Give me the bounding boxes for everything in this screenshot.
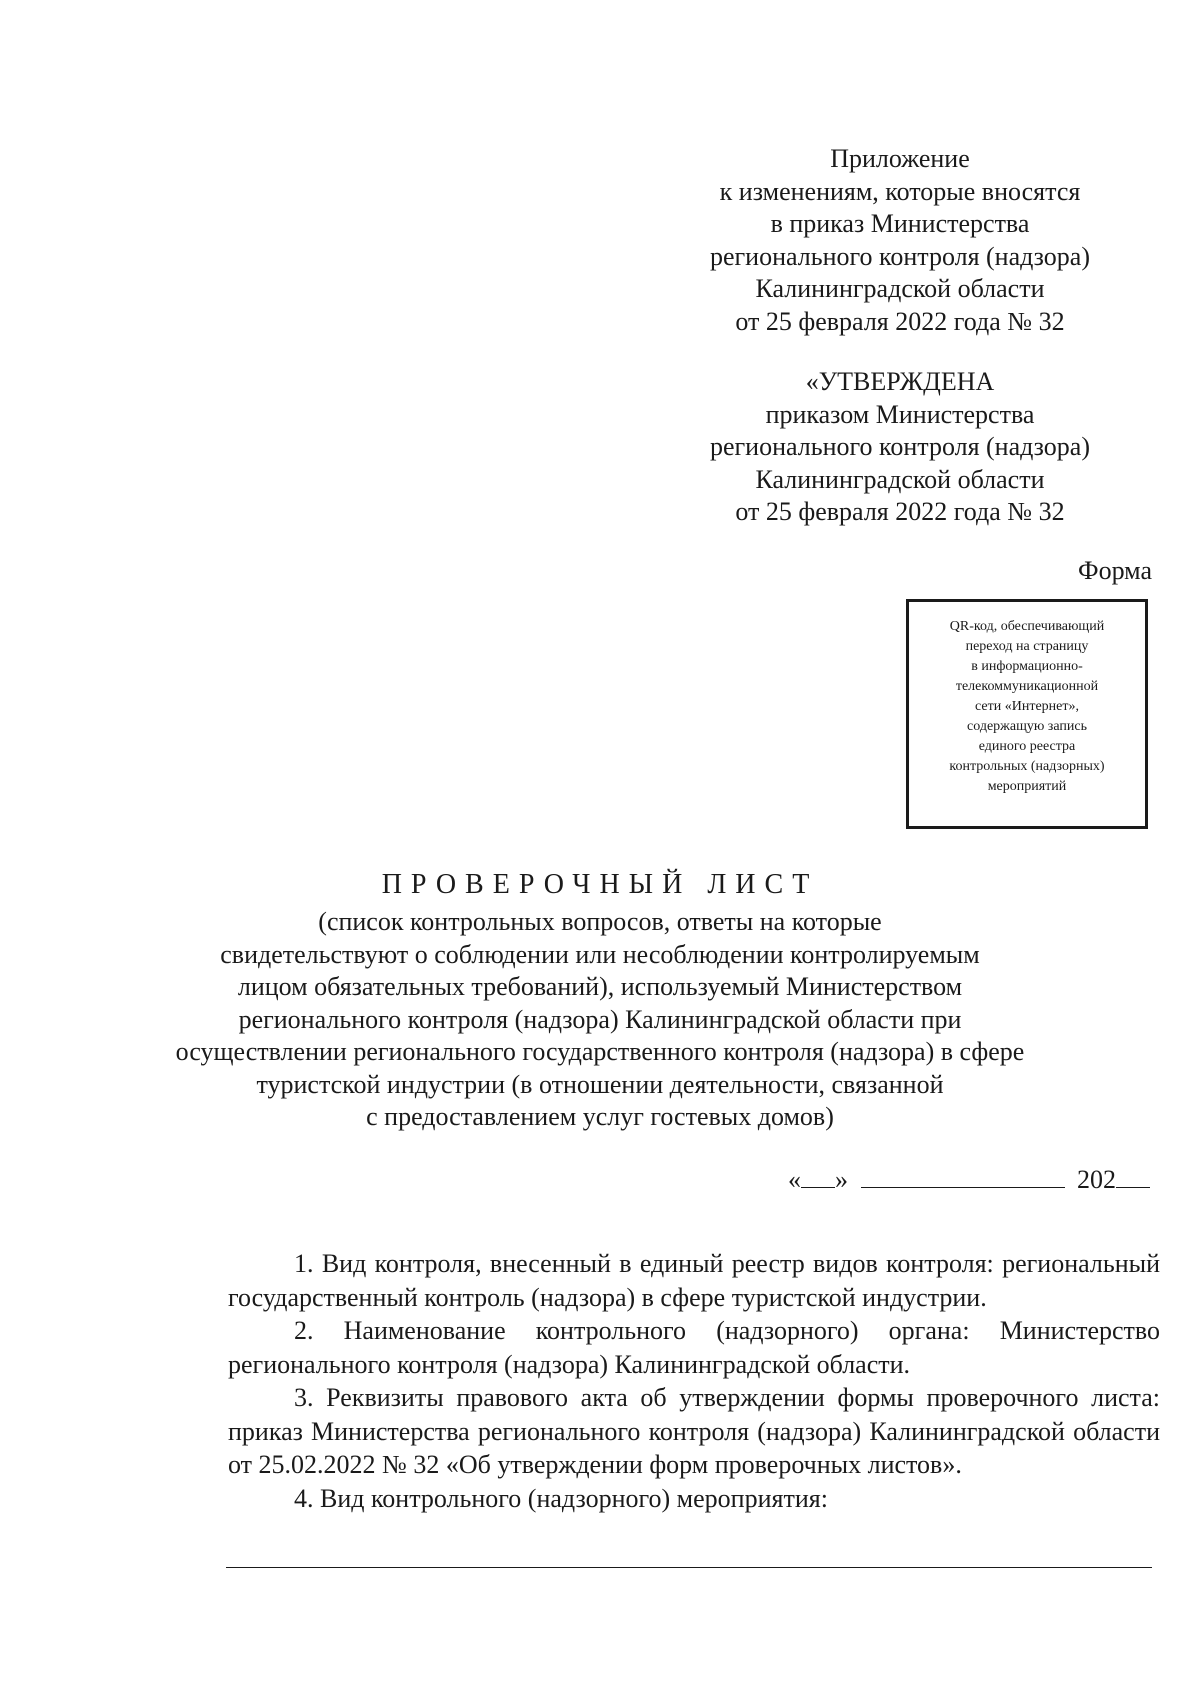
qr-box-line: сети «Интернет», — [975, 699, 1079, 714]
qr-box-line: QR-код, обеспечивающий — [949, 619, 1105, 634]
approval-line: регионального контроля (надзора) — [709, 432, 1091, 461]
subtitle-line: осуществлении регионального государственного контроля (надзора) в сфере — [175, 1037, 1025, 1066]
date-close-quote: » — [835, 1165, 848, 1194]
qr-box-line: содержащую запись — [967, 719, 1087, 734]
qr-box-line: мероприятий — [987, 779, 1067, 794]
appendix-line: в приказ Министерства — [770, 209, 1030, 238]
event-type-blank[interactable] — [226, 1567, 1152, 1568]
qr-box-line: единого реестра — [978, 739, 1076, 754]
qr-code-placeholder — [906, 599, 1148, 829]
appendix-line: от 25 февраля 2022 года № 32 — [735, 306, 1065, 336]
subtitle-line: туристской индустрии (в отношении деятельности, связанной — [256, 1069, 944, 1099]
appendix-line: регионального контроля (надзора) — [709, 241, 1091, 271]
document-subtitle — [0, 906, 1200, 1134]
detail-item-legal-act: 3. Реквизиты правового акта об утверждении формы проверочного листа: приказ Министерства регионального контроля (надзора) Калининградской области от 25.02.2022 № 32 «Об утверждении форм проверочных листов». — [228, 1383, 1160, 1479]
appendix-header — [620, 143, 1180, 338]
subtitle-line: свидетельствуют о соблюдении или несоблюдении контролируемым — [220, 939, 980, 969]
year-prefix: 202 — [1077, 1165, 1116, 1194]
approval-block — [620, 366, 1180, 529]
appendix-line: Приложение — [830, 144, 970, 173]
subtitle-line: регионального контроля (надзора) Калининградской области при — [238, 1004, 962, 1034]
approval-line: Калининградской области — [755, 464, 1045, 494]
subtitle-line: (список контрольных вопросов, ответы на которые — [318, 907, 882, 936]
checklist-details — [228, 1247, 1160, 1515]
detail-item-event-type: 4. Вид контрольного (надзорного) мероприятия: — [294, 1483, 828, 1513]
year-blank[interactable] — [1116, 1163, 1150, 1188]
qr-box-line: телекоммуникационной — [955, 679, 1099, 694]
approval-line: от 25 февраля 2022 года № 32 — [735, 497, 1065, 526]
month-blank[interactable] — [861, 1163, 1065, 1188]
detail-item-control-type: 1. Вид контроля, внесенный в единый реестр видов контроля: региональный государственный контроль (надзора) в сфере туристской индустрии. — [228, 1249, 1160, 1312]
date-open-quote: « — [788, 1165, 801, 1194]
appendix-line: к изменениям, которые вносятся — [719, 176, 1081, 206]
day-blank[interactable] — [801, 1163, 835, 1188]
qr-box-line: переход на страницу — [965, 639, 1089, 654]
form-label: Форма — [1078, 556, 1152, 585]
subtitle-line: лицом обязательных требований), используемый Министерством — [237, 972, 963, 1001]
qr-box-line: контрольных (надзорных) — [949, 759, 1105, 774]
qr-box-line: в информационно- — [971, 659, 1083, 674]
subtitle-line: с предоставлением услуг гостевых домов) — [366, 1102, 834, 1131]
document-title: ПРОВЕРОЧНЫЙ ЛИСТ — [381, 869, 819, 900]
approval-line: приказом Министерства — [765, 399, 1035, 429]
date-field — [788, 1163, 1168, 1195]
appendix-line: Калининградской области — [755, 274, 1045, 303]
approval-line: «УТВЕРЖДЕНА — [805, 367, 995, 396]
detail-item-authority: 2. Наименование контрольного (надзорного) органа: Министерство регионального контроля (надзора) Калининградской области. — [228, 1316, 1160, 1379]
